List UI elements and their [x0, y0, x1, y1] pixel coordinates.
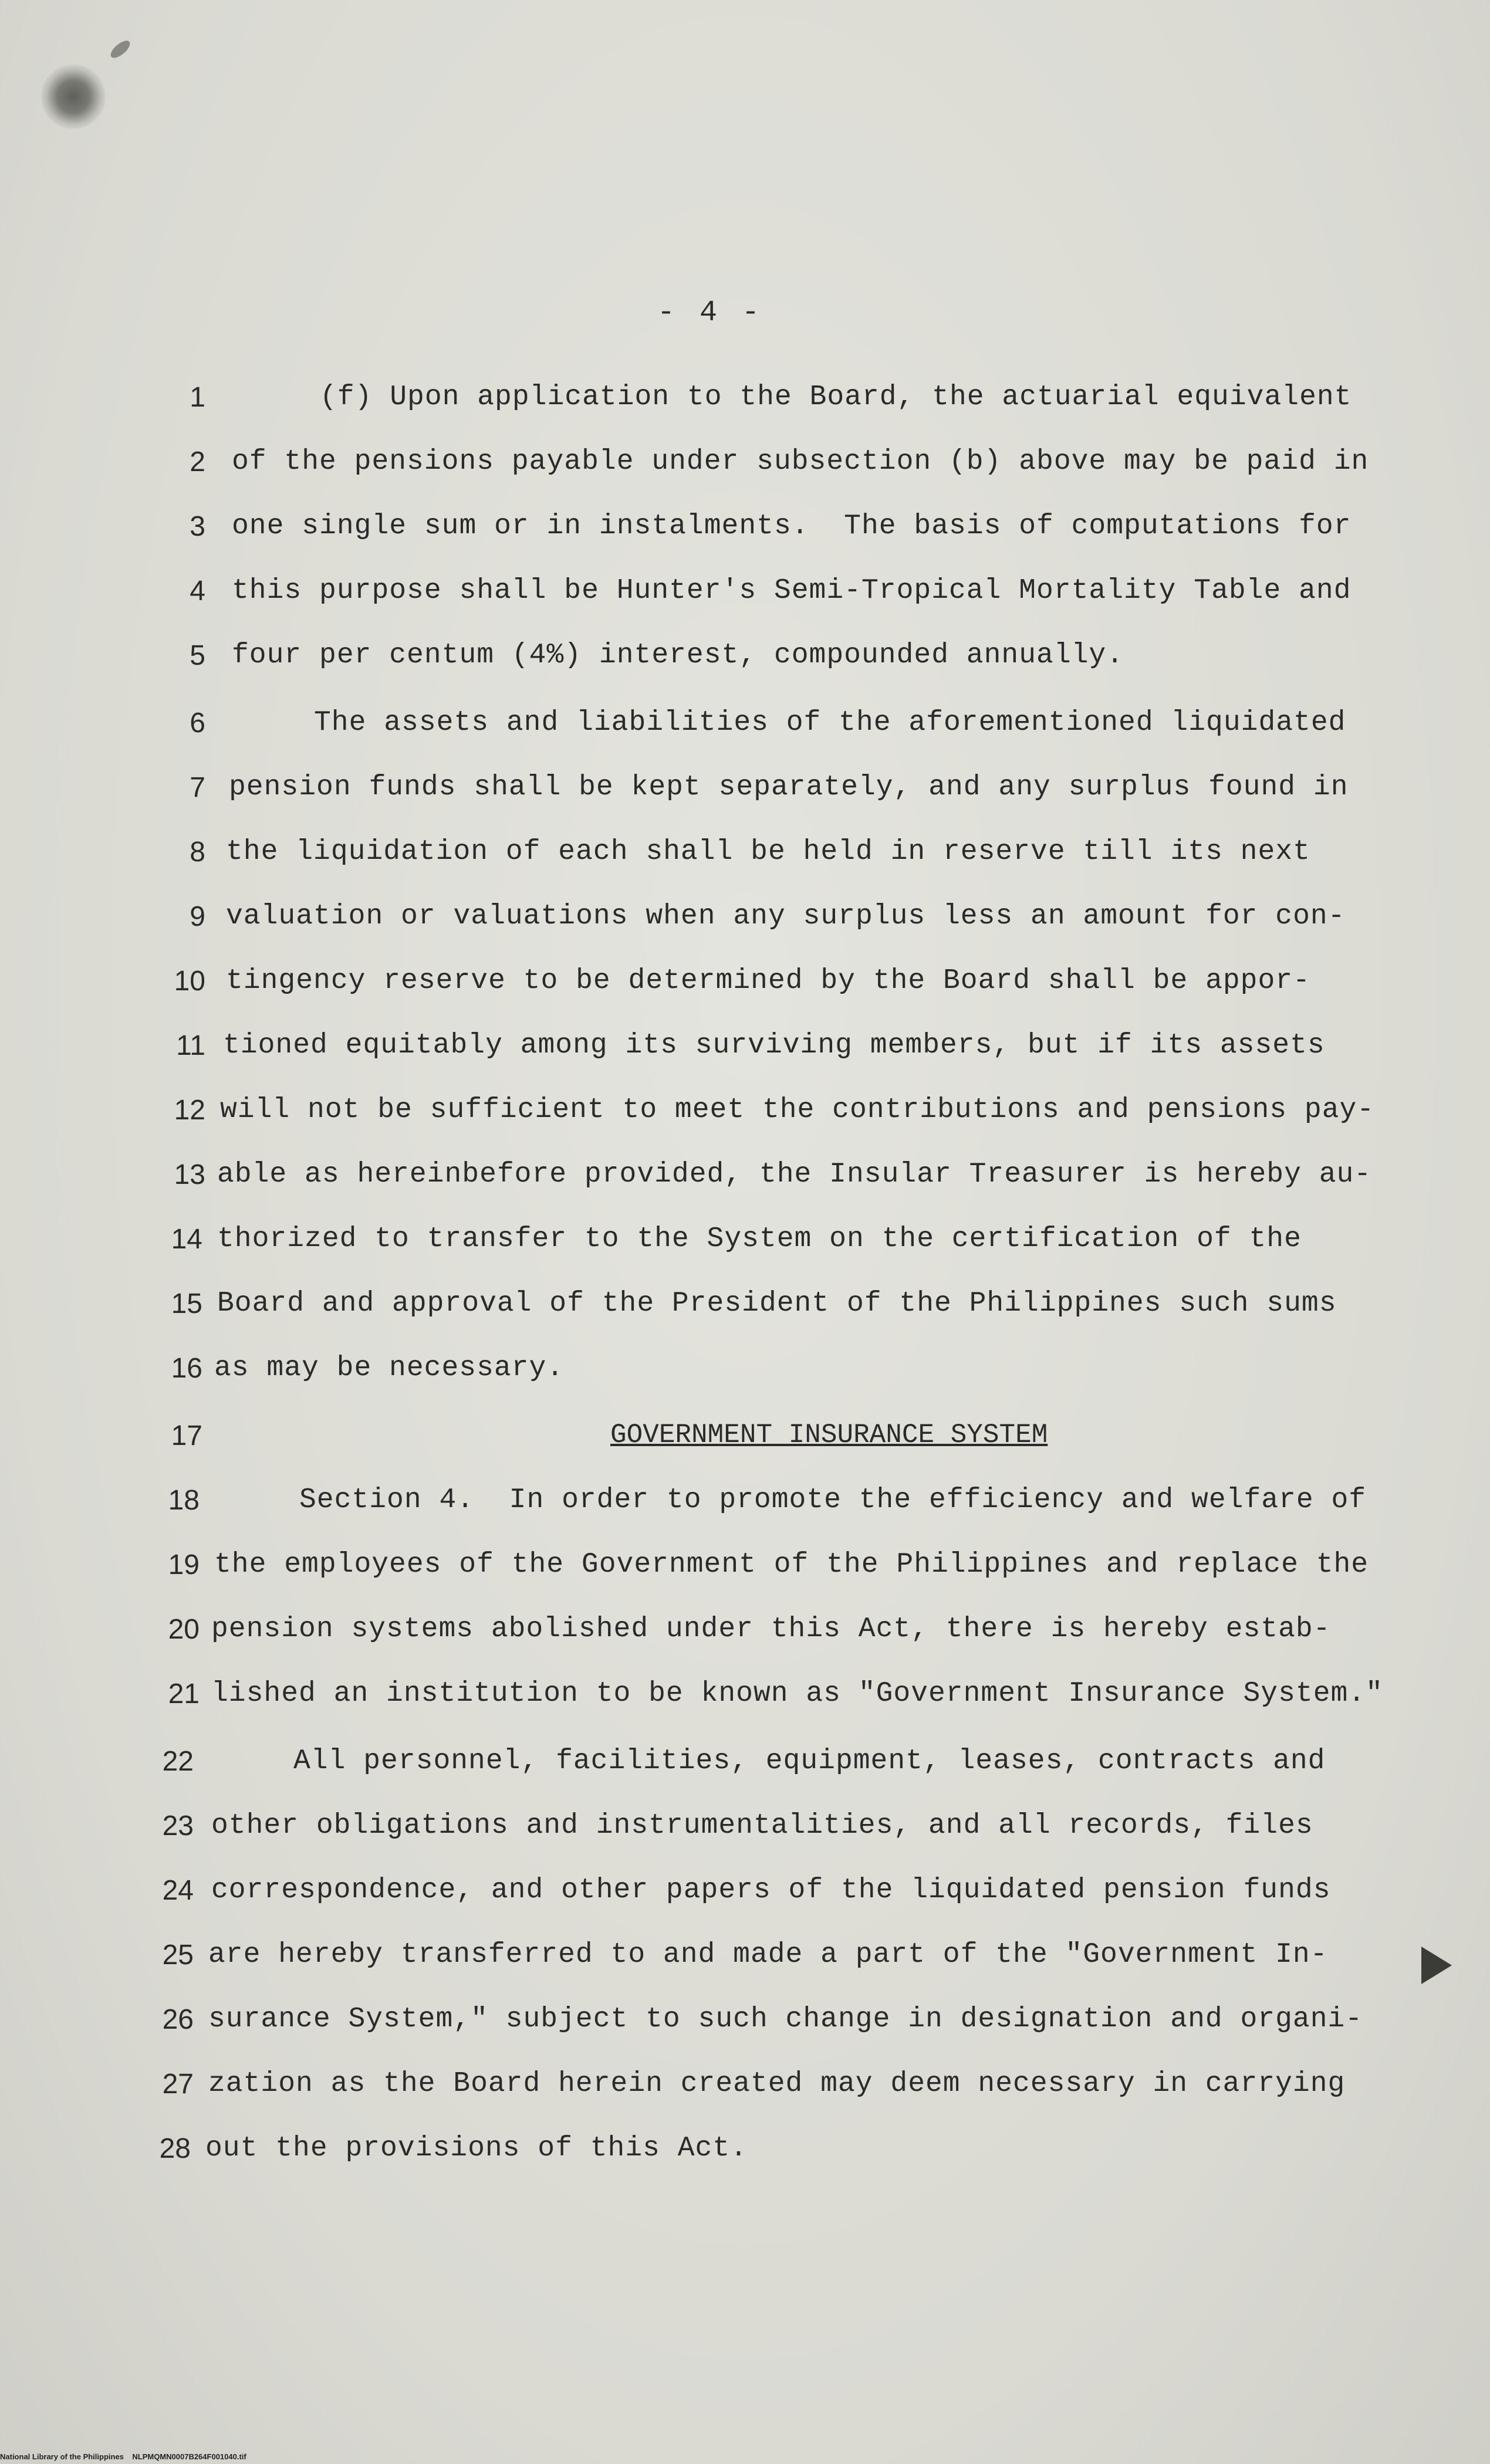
line-text: other obligations and instrumentalities, and all records, files	[211, 1810, 1313, 1842]
line-number: 18	[168, 1485, 200, 1516]
document-line	[0, 639, 1490, 698]
line-number: 15	[171, 1288, 202, 1319]
section-heading: GOVERNMENT INSURANCE SYSTEM	[610, 1420, 1048, 1450]
line-number: 2	[190, 446, 205, 478]
line-number: 20	[168, 1614, 200, 1645]
line-text: tioned equitably among its surviving members, but if its assets	[223, 1030, 1325, 1061]
line-text: one single sum or in instalments. The basis of computations for	[232, 510, 1352, 542]
arrow-marker-icon	[1421, 1947, 1452, 1984]
document-line	[0, 1549, 1490, 1607]
line-text: thorized to transfer to the System on the certification of the	[217, 1223, 1302, 1255]
line-number: 7	[190, 772, 205, 803]
line-text: zation as the Board herein created may deem necessary in carrying	[208, 2068, 1346, 2100]
line-text: this purpose shall be Hunter's Semi-Tropical Mortality Table and	[232, 575, 1352, 607]
document-line	[0, 1678, 1490, 1737]
line-number: 22	[162, 1746, 194, 1777]
document-line	[0, 446, 1490, 505]
line-text: pension funds shall be kept separately, and any surplus found in	[229, 771, 1349, 803]
document-line	[0, 510, 1490, 569]
line-number: 14	[171, 1224, 202, 1255]
line-number: 6	[190, 708, 205, 739]
line-number: 21	[168, 1678, 200, 1710]
footer-caption: National Library of the Philippines NLPMQMN0007B264F001040.tif	[0, 2452, 246, 2461]
line-number: 26	[162, 2004, 194, 2035]
document-line	[0, 1159, 1490, 1217]
document-line	[0, 381, 1490, 440]
line-number: 11	[176, 1030, 205, 1061]
document-line	[0, 1613, 1490, 1672]
line-text: four per centum (4%) interest, compounded annually.	[232, 639, 1124, 671]
line-number: 12	[174, 1095, 205, 1126]
line-text: (f) Upon application to the Board, the actuarial equivalent	[320, 381, 1352, 413]
document-line	[0, 1223, 1490, 1282]
line-text: out the provisions of this Act.	[205, 2133, 748, 2164]
line-text: All personnel, facilities, equipment, leases, contracts and	[293, 1745, 1326, 1777]
document-line	[0, 1484, 1490, 1543]
document-line	[0, 1288, 1490, 1346]
line-number: 25	[162, 1940, 194, 1971]
document-line	[0, 1094, 1490, 1153]
line-text: Section 4. In order to promote the efficiency and welfare of	[299, 1484, 1367, 1516]
line-text: are hereby transferred to and made a part of the "Government In-	[208, 1939, 1328, 1971]
line-number: 1	[190, 382, 205, 413]
line-text: tingency reserve to be determined by the Board shall be appor-	[226, 965, 1310, 997]
line-number: 8	[190, 837, 205, 868]
line-text: Board and approval of the President of the Philippines such sums	[217, 1288, 1337, 1319]
ink-smudge	[41, 65, 106, 129]
line-number: 28	[159, 2133, 191, 2164]
line-text: valuation or valuations when any surplus less an amount for con-	[226, 901, 1346, 932]
line-number: 3	[190, 511, 205, 542]
line-text: lished an institution to be known as "Government Insurance System."	[211, 1678, 1383, 1710]
line-text: will not be sufficient to meet the contributions and pensions pay-	[220, 1094, 1375, 1126]
line-number: 16	[171, 1353, 202, 1384]
document-line	[0, 2133, 1490, 2191]
document-line	[0, 1939, 1490, 1998]
line-text: as may be necessary.	[214, 1352, 565, 1384]
document-line	[0, 1874, 1490, 1933]
line-text: the liquidation of each shall be held in reserve till its next	[226, 836, 1310, 868]
document-line	[0, 2003, 1490, 2062]
line-number: 4	[190, 576, 205, 607]
line-text: the employees of the Government of the Philippines and replace the	[214, 1549, 1369, 1580]
line-text: The assets and liabilities of the aforementioned liquidated	[314, 707, 1346, 739]
line-number: 13	[174, 1159, 205, 1190]
line-number: 17	[171, 1420, 202, 1451]
document-line	[0, 965, 1490, 1024]
line-number: 5	[190, 640, 205, 671]
document-line	[0, 1745, 1490, 1804]
document-line	[0, 1352, 1490, 1411]
document-line	[0, 707, 1490, 766]
line-text: able as hereinbefore provided, the Insular Treasurer is hereby au-	[217, 1159, 1372, 1190]
line-number: 23	[162, 1810, 194, 1842]
line-number: 10	[174, 966, 205, 997]
document-line	[0, 901, 1490, 959]
line-text: of the pensions payable under subsection (b) above may be paid in	[232, 446, 1369, 478]
document-line	[0, 771, 1490, 830]
line-text: pension systems abolished under this Act, there is hereby estab-	[211, 1613, 1331, 1645]
document-line	[0, 1030, 1490, 1088]
document-line	[0, 575, 1490, 634]
document-line	[0, 1810, 1490, 1869]
line-number: 27	[162, 2069, 194, 2100]
line-text: surance System," subject to such change in designation and organi-	[208, 2003, 1363, 2035]
line-number: 19	[168, 1549, 200, 1580]
line-number: 9	[190, 901, 205, 932]
document-line	[0, 1420, 1490, 1478]
line-number: 24	[162, 1875, 194, 1906]
page-number: - 4 -	[657, 296, 763, 330]
line-text: correspondence, and other papers of the liquidated pension funds	[211, 1874, 1331, 1906]
document-line	[0, 2068, 1490, 2127]
document-line	[0, 836, 1490, 895]
